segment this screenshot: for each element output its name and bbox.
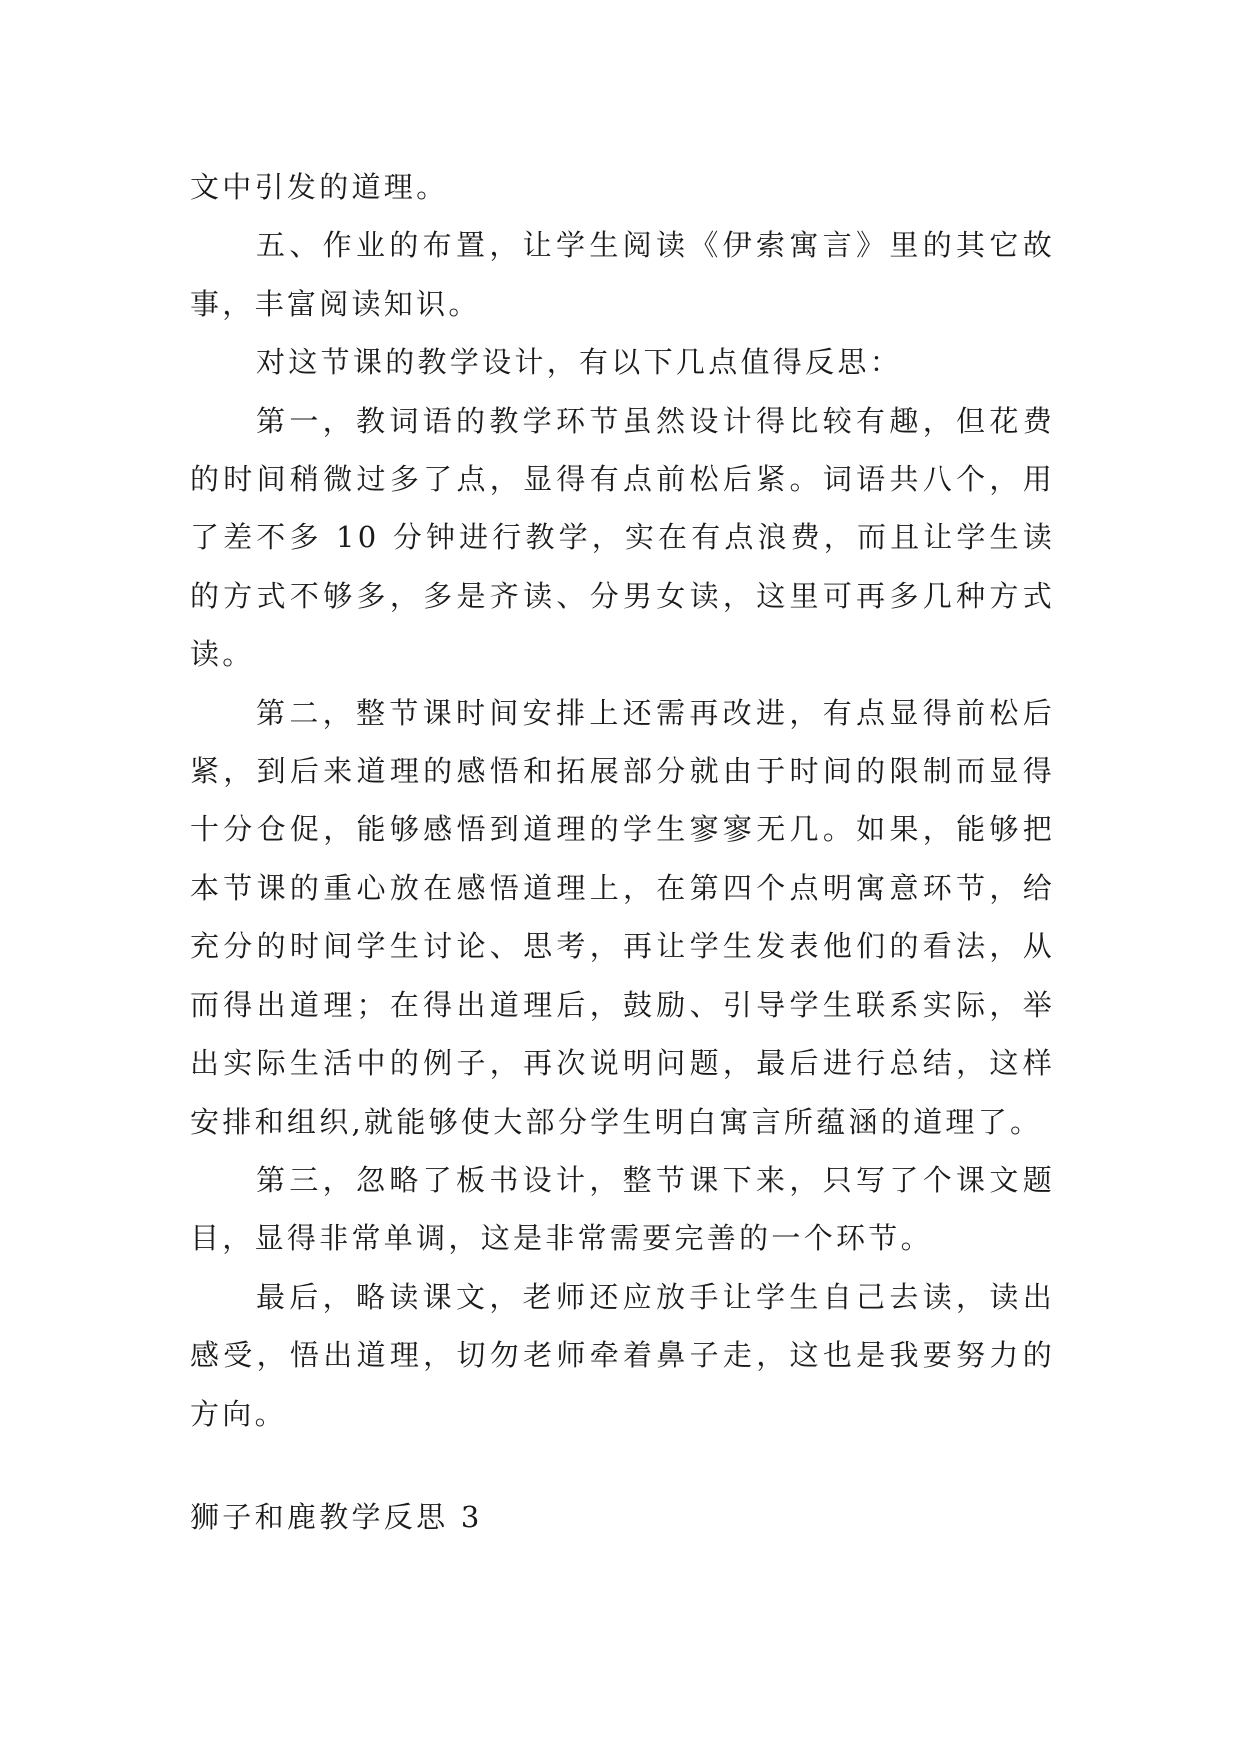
paragraph-point-two: 第二，整节课时间安排上还需再改进，有点显得前松后紧，到后来道理的感悟和拓展部分就由于时间的限制而显得十分仓促，能够感悟到道理的学生寥寥无几。如果，能够把本节课的重心放在感悟道理上，在第四个点明寓意环节，给充分的时间学生讨论、思考，再让学生发表他们的看法，从而得出道理；在得出道理后，鼓励、引导学生联系实际，举出实际生活中的例子，再次说明问题，最后进行总结，这样安排和组织,就能够使大部分学生明白寓言所蕴涵的道理了。	[190, 695, 1055, 1139]
paragraph-homework: 五、作业的布置，让学生阅读《伊索寓言》里的其它故事，丰富阅读知识。	[190, 228, 1055, 321]
paragraph-reflection-intro: 对这节课的教学设计，有以下几点值得反思：	[256, 345, 903, 380]
paragraph-final-point: 最后，略读课文，老师还应放手让学生自己去读，读出感受，悟出道理，切勿老师牵着鼻子走，这也是我要努力的方向。	[190, 1279, 1055, 1431]
paragraph-continuation: 文中引发的道理。	[190, 170, 449, 204]
document-body	[190, 158, 1055, 1443]
section-heading: 狮子和鹿教学反思 3	[190, 1500, 483, 1534]
paragraph-point-one: 第一，教词语的教学环节虽然设计得比较有趣，但花费的时间稍微过多了点，显得有点前松后紧。词语共八个，用了差不多 10 分钟进行教学，实在有点浪费，而且让学生读的方式不够多，多是齐读、分男女读，这里可再多几种方式读。	[190, 403, 1055, 672]
paragraph-point-three: 第三，忽略了板书设计，整节课下来，只写了个课文题目，显得非常单调，这是非常需要完善的一个环节。	[190, 1162, 1055, 1256]
